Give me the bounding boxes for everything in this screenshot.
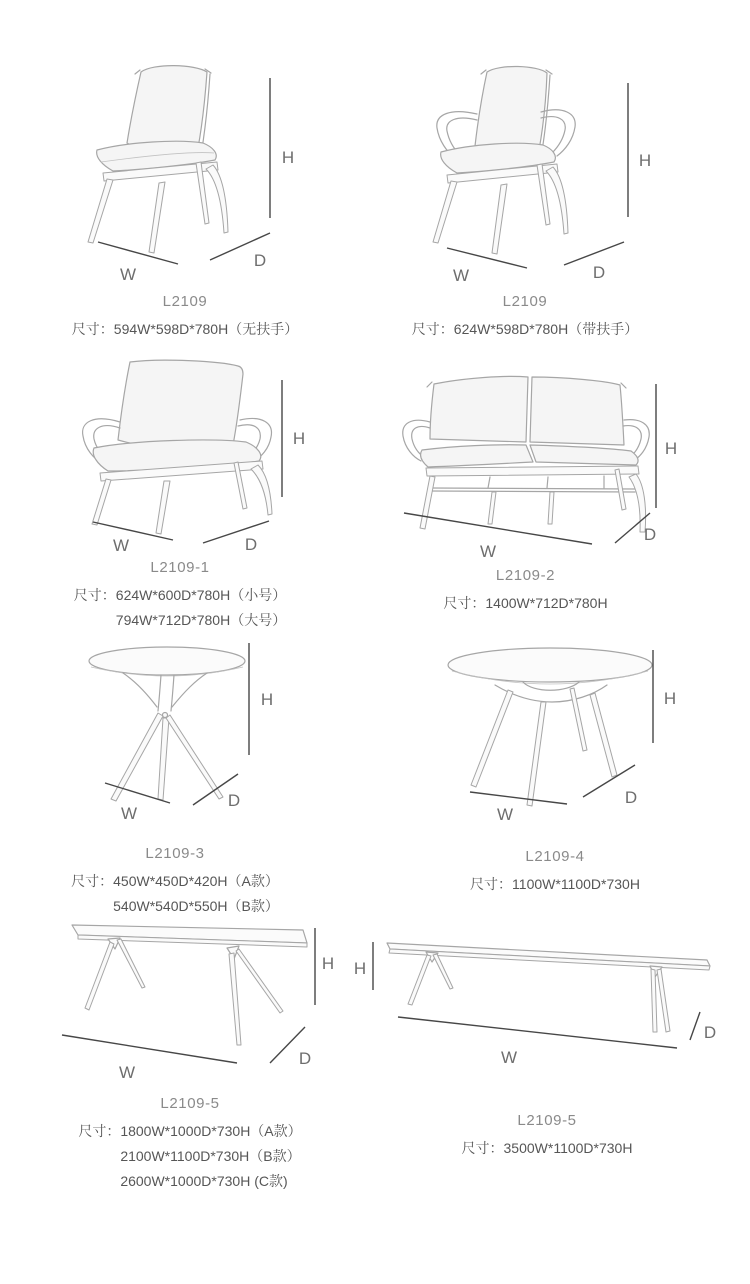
- back-cushion: [475, 66, 547, 154]
- product-panel-round-dining-table: [415, 623, 695, 897]
- spec-prefix: 尺寸：: [443, 595, 486, 611]
- long-dining-table-drawing: [387, 943, 710, 1032]
- front-right-leg: [156, 481, 170, 534]
- spec-line: 1400W*712D*780H: [485, 595, 608, 611]
- left-back-cushion: [430, 376, 528, 442]
- back-cushion: [118, 360, 243, 449]
- spec-prefix: 尺寸：: [71, 873, 114, 889]
- front-left-leg: [85, 942, 114, 1010]
- width-dim-label: W: [500, 1048, 518, 1067]
- small-round-table-sketch: [55, 623, 295, 838]
- model-number: L2109-4: [525, 848, 585, 865]
- rear-left-leg: [433, 954, 453, 989]
- spec-prefix: 尺寸：: [71, 321, 114, 337]
- model-number: L2109: [162, 293, 208, 310]
- width-dim-label: W: [120, 804, 138, 823]
- rear-right-leg: [251, 465, 272, 515]
- spec-prefix: 尺寸：: [461, 1140, 504, 1156]
- front-left-leg: [420, 476, 435, 529]
- round-dining-table-sketch: [415, 623, 695, 841]
- spec-line: 540W*540D*550H（B款）: [113, 898, 279, 914]
- width-dim-line: [398, 1017, 677, 1048]
- product-panel-armchair: [395, 56, 655, 342]
- height-dim-label: H: [281, 148, 295, 167]
- side-chair-drawing: [88, 66, 228, 253]
- spec-line: 2100W*1100D*730H（B款）: [120, 1148, 301, 1164]
- product-panel-small-round-table: [55, 623, 295, 919]
- joint-pin: [163, 713, 168, 718]
- spec-line: 1800W*1000D*730H（A款）: [120, 1123, 302, 1139]
- long-dining-table-sketch: [352, 920, 742, 1105]
- mid-left-leg: [488, 492, 496, 524]
- height-dim-label: H: [353, 959, 367, 978]
- front-leg: [527, 702, 546, 806]
- height-dim-label: H: [638, 151, 652, 170]
- spec-prefix: 尺寸：: [73, 587, 116, 603]
- spec-text: [352, 1136, 742, 1161]
- stretcher-rail: [430, 488, 635, 492]
- front-left-leg: [433, 181, 457, 243]
- table-top: [89, 647, 245, 675]
- spec-line: 3500W*1100D*730H: [503, 1140, 633, 1156]
- dimension-lines: [447, 83, 651, 285]
- depth-dim-label: D: [643, 525, 657, 544]
- model-number: L2109-1: [150, 559, 210, 576]
- round-dining-table-drawing: [448, 648, 652, 806]
- spec-text: [415, 872, 695, 897]
- model-number: L2109-5: [517, 1112, 577, 1129]
- right-back-cushion: [530, 377, 624, 445]
- armchair-drawing: [433, 66, 575, 254]
- height-dim-label: H: [664, 439, 678, 458]
- lounge-chair-drawing: [83, 360, 272, 534]
- left-seat-cushion: [421, 445, 533, 467]
- spec-line: 1100W*1100D*730H: [512, 876, 640, 892]
- front-right-leg: [149, 182, 165, 253]
- width-dim-label: W: [118, 1063, 136, 1082]
- product-panel-long-dining-table: [352, 920, 742, 1161]
- spec-line: 624W*598D*780H（带扶手）: [453, 321, 639, 337]
- spec-prefix: 尺寸：: [411, 321, 454, 337]
- width-dim-label: W: [119, 265, 137, 284]
- small-round-table-drawing: [89, 647, 245, 801]
- lounge-chair-sketch: [50, 352, 310, 552]
- height-dim-label: H: [292, 429, 306, 448]
- depth-dim-label: D: [253, 251, 267, 270]
- width-dim-line: [470, 792, 567, 804]
- spec-line: 624W*600D*780H（小号）: [115, 587, 287, 603]
- depth-dim-label: D: [298, 1049, 312, 1068]
- height-dim-label: H: [663, 689, 677, 708]
- spec-line: 794W*712D*780H（大号）: [115, 612, 287, 628]
- right-seat-cushion: [530, 445, 638, 465]
- spec-text: [55, 317, 315, 342]
- spec-text: [368, 591, 683, 616]
- spec-text: [25, 1119, 355, 1194]
- width-dim-line: [62, 1035, 237, 1063]
- depth-dim-label: D: [227, 791, 241, 810]
- front-leg: [158, 718, 169, 800]
- rear-leg: [570, 688, 587, 751]
- rear-left-leg: [117, 939, 145, 988]
- product-panel-rect-dining-table: [25, 903, 355, 1194]
- front-right-leg: [229, 953, 241, 1045]
- depth-dim-label: D: [592, 263, 606, 282]
- loveseat-sofa-sketch: [368, 360, 683, 560]
- depth-dim-label: D: [624, 788, 638, 807]
- width-dim-label: W: [479, 542, 497, 560]
- frame-supports: [488, 476, 604, 488]
- model-number: L2109-3: [145, 845, 205, 862]
- spec-line: 594W*598D*780H（无扶手）: [113, 321, 299, 337]
- width-dim-label: W: [452, 266, 470, 285]
- width-dim-line: [404, 513, 592, 544]
- spec-text: [395, 317, 655, 342]
- front-left-leg: [88, 179, 113, 243]
- width-dim-line: [98, 242, 178, 264]
- mid-right-leg: [548, 492, 554, 524]
- depth-dim-label: D: [703, 1023, 717, 1042]
- model-number: L2109-5: [160, 1095, 220, 1112]
- armchair-sketch: [395, 56, 655, 286]
- center-stem: [158, 675, 174, 711]
- seat-frame: [426, 466, 639, 476]
- front-right-leg: [651, 969, 657, 1032]
- spec-prefix: 尺寸：: [470, 876, 513, 892]
- spec-line: 2600W*1000D*730H (C款): [120, 1173, 288, 1189]
- model-number: L2109: [502, 293, 548, 310]
- front-left-leg: [408, 955, 431, 1005]
- model-number: L2109-2: [495, 567, 556, 584]
- depth-dim-line: [690, 1012, 700, 1040]
- height-dim-label: H: [321, 954, 335, 973]
- side-chair-sketch: [55, 56, 315, 286]
- product-panel-lounge-chair: [50, 352, 310, 633]
- spec-prefix: 尺寸：: [78, 1123, 121, 1139]
- product-panel-sofa: [368, 360, 683, 616]
- rear-right-leg: [236, 949, 283, 1013]
- rear-right-leg: [657, 969, 670, 1032]
- sofa-drawing: [403, 376, 649, 532]
- dimension-lines: [62, 928, 334, 1082]
- height-dim-label: H: [260, 690, 274, 709]
- product-panel-side-chair: [55, 56, 315, 342]
- depth-dim-line: [564, 242, 624, 265]
- right-leg: [590, 693, 617, 777]
- rect-dining-table-sketch: [25, 903, 355, 1088]
- rect-dining-table-drawing: [72, 925, 307, 1045]
- branch-arms: [123, 673, 207, 707]
- spec-line: 450W*450D*420H（A款）: [113, 873, 279, 889]
- width-dim-label: W: [496, 805, 514, 824]
- front-left-leg: [92, 479, 111, 525]
- back-cushion: [127, 66, 207, 153]
- left-leg: [471, 690, 513, 787]
- front-right-leg: [492, 184, 507, 254]
- right-leg: [166, 715, 223, 799]
- depth-dim-label: D: [244, 535, 258, 552]
- width-dim-line: [447, 248, 527, 268]
- width-dim-label: W: [112, 536, 130, 552]
- depth-dim-line: [203, 521, 269, 543]
